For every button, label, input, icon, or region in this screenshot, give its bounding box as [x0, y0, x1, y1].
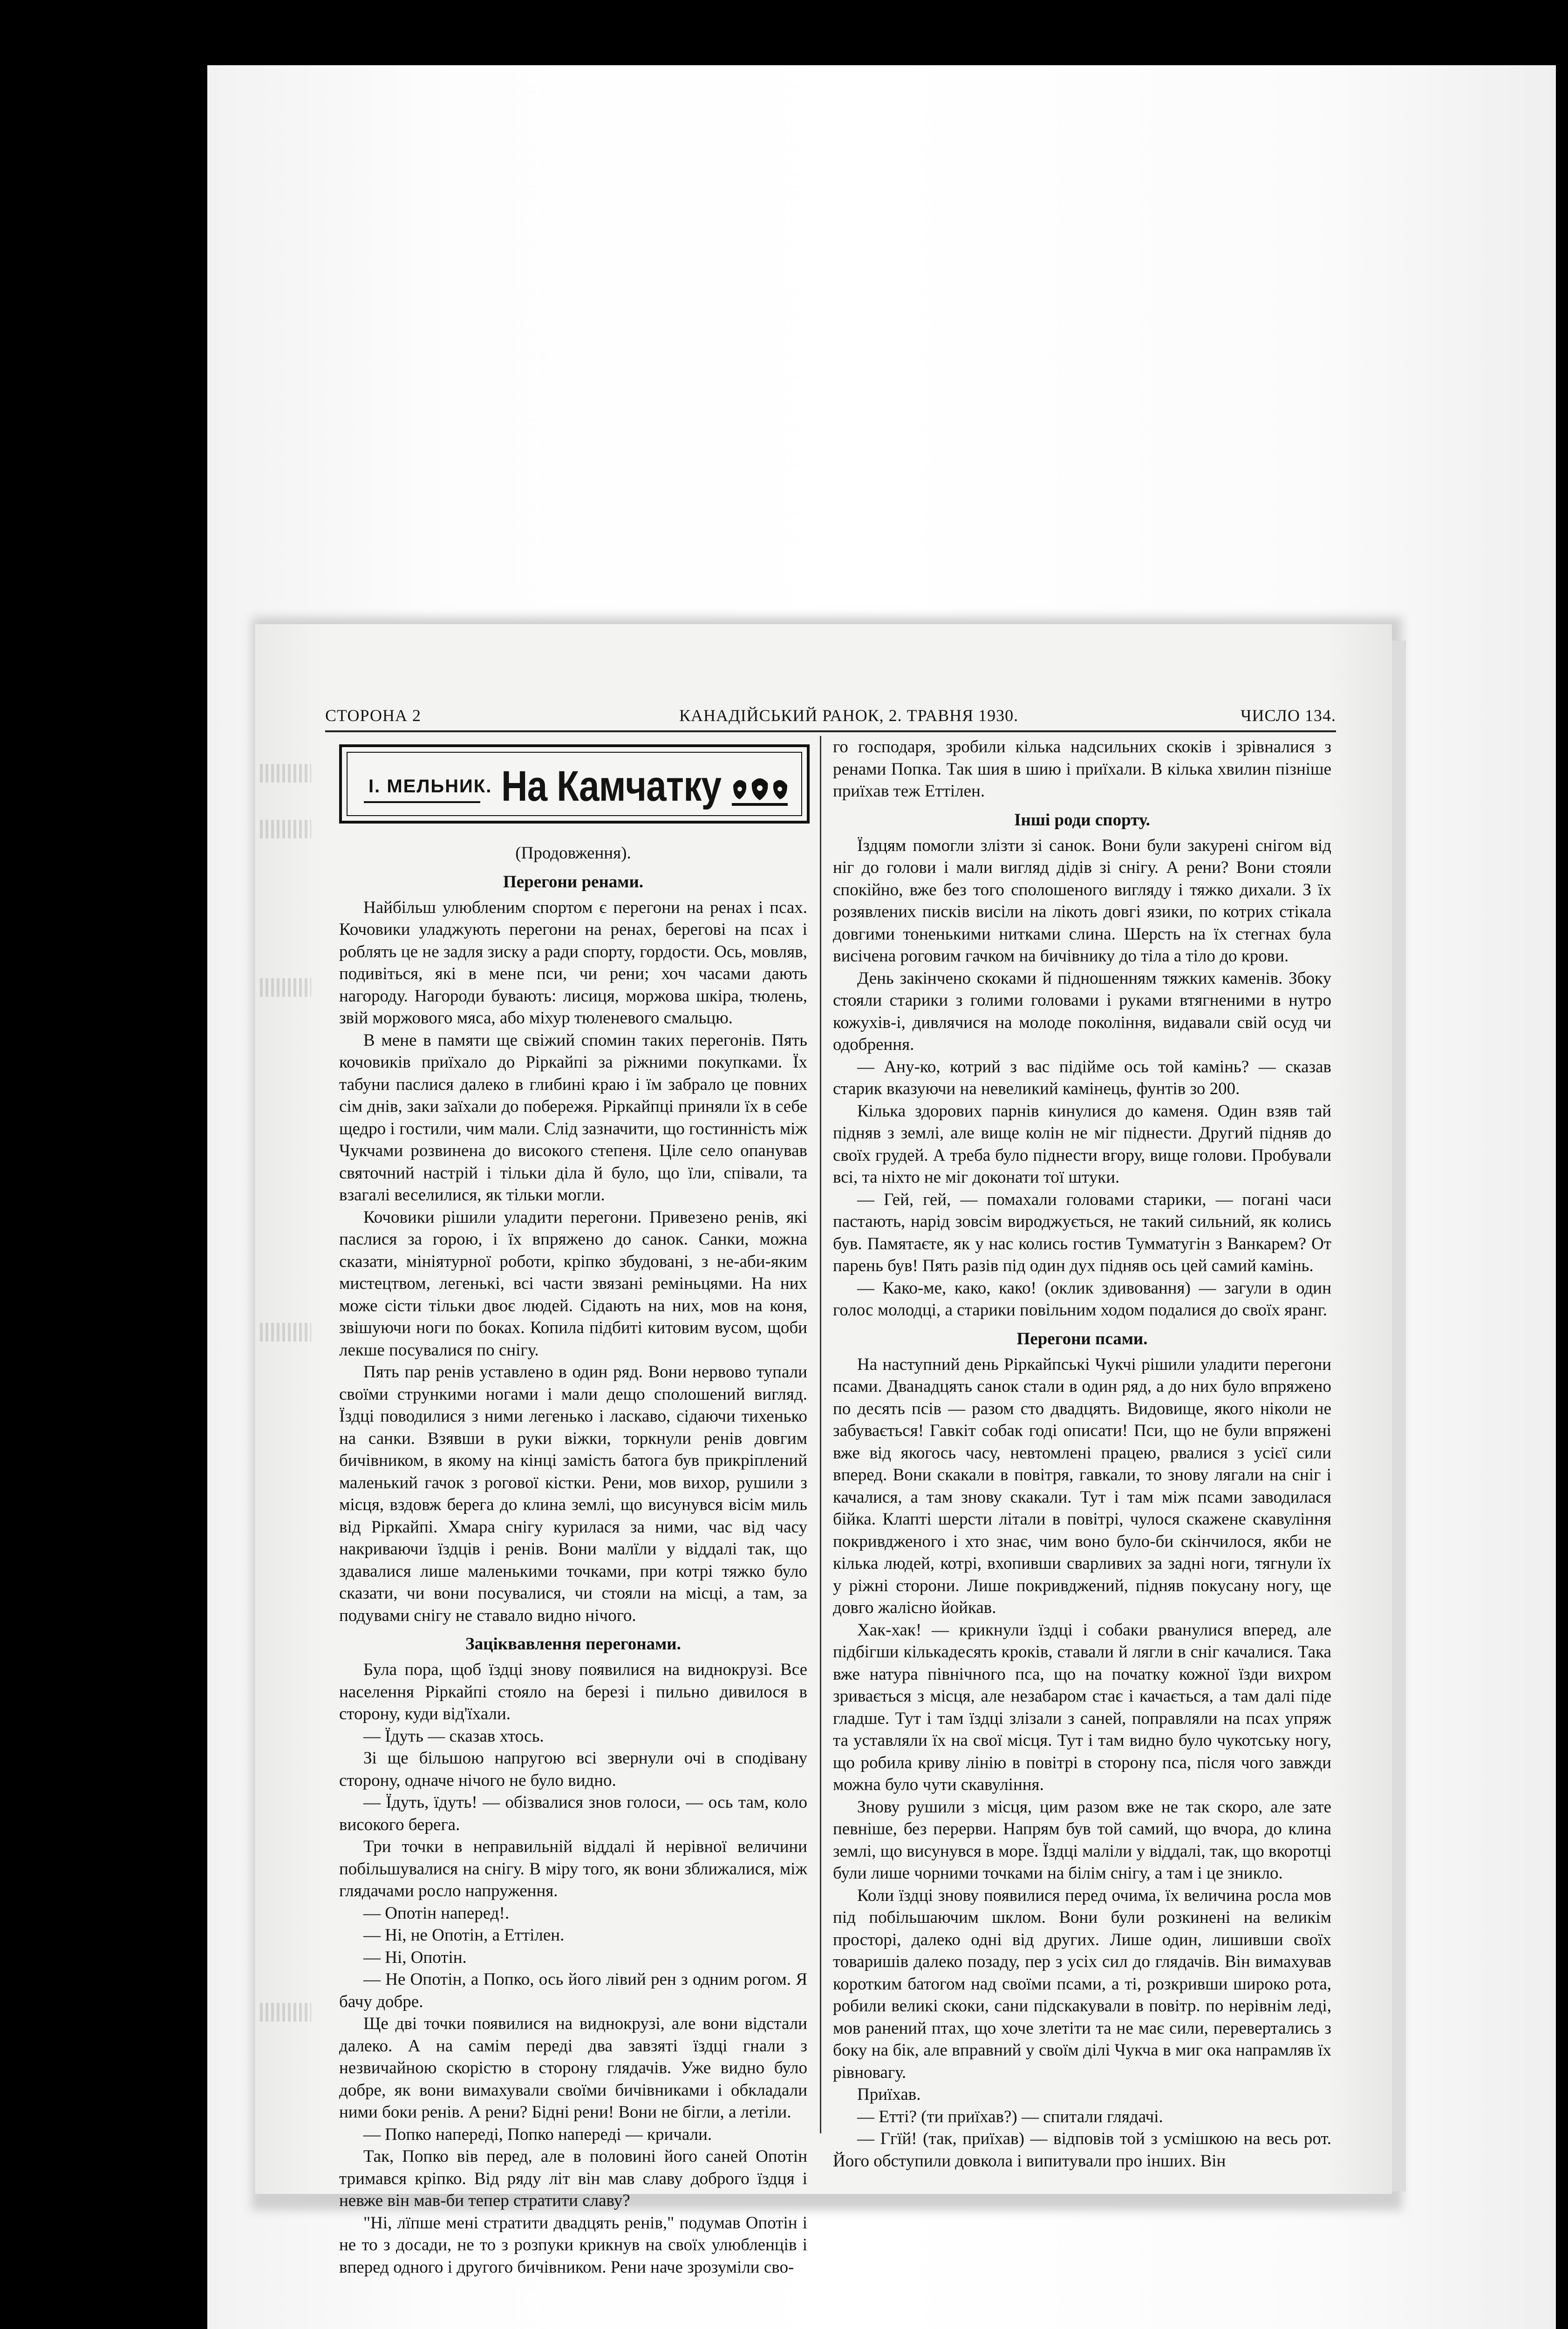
author-underline: [364, 801, 480, 803]
bleed-through-mark: [260, 2003, 311, 2022]
article-paragraph: — Етті? (ти приїхав?) — спитали глядачі.: [857, 2107, 1163, 2126]
article-author: І. МЕЛЬНИК.: [368, 776, 492, 797]
article-title: На Камчатку: [501, 763, 722, 810]
bleed-through-mark: [260, 1323, 311, 1342]
column-divider: [820, 736, 821, 2133]
page-number: СТОРОНА 2: [325, 706, 421, 725]
article-paragraph: Хак-хак! — крикнули їздці і собаки рванулися вперед, але підбігши кількадесять кроків, ставали й лягли в сніг качалися. Така вже натура північного пса, що на початку кожної їзди вихром зривається з місця, але незабаром стає і качається, а там далі піде гладше. Тут і там їздці злізали з саней, поправляли на псах упряж та уставляли їх на свої місця. Тут і там видно було чукотську ногу, що робила криву лінію в повітрі в сторону пса, після чого завжди можна було чути скавуління.: [833, 1620, 1331, 1794]
ornament-icon: [729, 771, 790, 813]
article-paragraph: "Ні, лїпше мені стратити двадцять ренів," подумав Опотін і не то з досади, не то з розпуки крикнув на своїх улюбленців і вперед одного і другого бичівником. Рени наче зрозуміли сво-: [339, 2213, 807, 2277]
article-paragraph: — Їдуть — сказав хтось.: [363, 1726, 544, 1746]
article-paragraph: Так, Попко вів перед, але в половині його саней Опотін тримався кріпко. Від ряду літ він мав славу доброго їздця і невже він мав-би тепер стратити славу?: [339, 2147, 807, 2210]
article-paragraph: Приїхав.: [857, 2085, 921, 2104]
issue-number: ЧИСЛО 134.: [1241, 706, 1336, 725]
article-right-column: [833, 736, 1331, 2172]
article-paragraph: — Опотін наперед!.: [363, 1903, 510, 1923]
article-paragraph: — Ні, не Опотін, а Еттілен.: [363, 1926, 565, 1945]
section-heading: Інші роди спорту.: [1014, 810, 1150, 830]
article-paragraph: Кілька здорових парнів кинулися до каменя. Один взяв тай підняв з землі, але вище колін не міг піднести. Другий підняв до своїх грудей. А треба було піднести вгору, вище голови. Пробували всі, та ніхто не міг доконати тої штуки.: [833, 1101, 1331, 1187]
article-paragraph: Коли їздці знову появилися перед очима, їх величина росла мов під побільшаючим шклом. Вони були розкинені на великім просторі, далеко одні від других. Лише один, лишивши своїх товаришів далеко позаду, пер з усіх сил до глядачів. Він вимахував коротким батогом над своїми псами, а ті, розкривши широко рота, робили великі скоки, сани підскакували в повітр. по нерівнім леді, мов ранений птах, що хоче злетіти та не має сили, перевертались з боку на бік, але вправний у своїм ділі Чукча в миг ока напрамляв їх рівновагу.: [833, 1886, 1331, 2082]
article-left-column: [339, 838, 807, 2278]
article-paragraph: — Ні, Опотін.: [363, 1948, 467, 1967]
article-title-box: [339, 744, 810, 824]
page-header: [325, 703, 1336, 728]
article-paragraph: Їздцям помогли злізти зі санок. Вони були закурені снігом від ніг до голови і мали вигляд дідів зі снігу. А рени? Вони стояли спокійно, вже без того сполошеного вигляду і тяжко дихали. З їх розявлених писків висіли на лікоть довгі язики, по котрих стікала довгими тоненькими нитками слина. Шерсть на їх стегнах була висічена роговим гачком на бичівнику до тіла а тіло до крови.: [833, 836, 1331, 966]
header-rule: [325, 730, 1336, 732]
section-heading: Перегони ренами.: [503, 872, 644, 892]
article-paragraph: — Попко напереді, Попко напереді — кричали.: [363, 2125, 712, 2144]
article-paragraph: Пять пар ренів уставлено в один ряд. Вони нервово тупали своїми стрункими ногами і мали дещо сполошений вигляд. Їздці поводилися з ними легенько і ласкаво, сідаючи тихенько на санки. Взявши в руки віжки, торкнули ренів довгим бичівником, в якому на кінці замість батога був прикріплений маленький гачок з рогової кістки. Рени, мов вихор, рушили з місця, вздовж берега до клина землі, що висунувся вісім миль від Ріркайпі. Хмара снігу курилася за ними, час від часу накриваючи їздців і ренів. Вони малїли у віддалі так, що здавалися лише маленькими точками, при котрі тяжко було сказати, чи вони посувалися, чи стояли на місці, а там, за подувами снігу не ставало видно нічого.: [339, 1362, 807, 1625]
article-paragraph: Три точки в неправильній віддалі й нерівної величини побільшувалися на снігу. В міру того, як вони зближалися, між глядачами росло напруження.: [339, 1837, 807, 1900]
section-heading: Перегони псами.: [1016, 1329, 1148, 1348]
article-paragraph: — Не Опотін, а Попко, ось його лівий рен з одним рогом. Я бачу добре.: [339, 1970, 807, 2011]
article-paragraph: — Ану-ко, котрий з вас підійме ось той камінь? — сказав старик вказуючи на невеликий камінець, фунтів зо 200.: [833, 1057, 1331, 1098]
article-paragraph: Була пора, щоб їздці знову появилися на виднокрузі. Все населення Ріркайпі стояло на березі і пильно дивилося в сторону, куди від'їхали.: [339, 1660, 807, 1723]
newspaper-name: КАНАДІЙСЬКИЙ РАНОК,: [679, 706, 884, 725]
section-heading: Заціквавлення перегонами.: [465, 1634, 681, 1654]
title-box-inner-frame: [347, 752, 802, 816]
article-paragraph: День закінчено скоками й підношенням тяжких каменів. Збоку стояли старики з голими головами і руками втягненими в нутро кожухів-і, дивлячися на молоде покоління, видавали свій осуд чи одобрення.: [833, 968, 1331, 1054]
article-paragraph: — Ггїй! (так, приїхав) — відповів той з усмішкою на весь рот. Його обступили довкола і випитували про інших. Він: [833, 2129, 1331, 2171]
bleed-through-mark: [260, 978, 311, 997]
article-paragraph: На наступний день Ріркайпські Чукчі рішили уладити перегони псами. Дванадцять санок стали в один ряд, а до них було впряжено по десять псів — разом сто двадцять. Видовище, якого ніколи не забувається! Гавкіт собак годі описати! Пси, що не були впряжені вже від якогось часу, невтомлені працею, рвалися з усієї сили вперед. Вони скакали в повітря, гавкали, то знову лягали на сніг і качалися, а там знову скакали. Тут і там між псами заводилася бійка. Клапті шерсти літали в повітрі, чулося скажене скавуління покривдженого і хто знає, чим воно було-би скінчилося, якби не кілька людей, котрі, вхопивши сварливих за задні ноги, тягнули їх у ріжні сторони. Лише покривджений, підняв покусану ногу, ще довго жалісно йойкав.: [833, 1355, 1331, 1617]
bleed-through-mark: [260, 764, 311, 783]
masthead-date: [679, 703, 1018, 728]
article-paragraph: Найбільш улюбленим спортом є перегони на ренах і псах. Кочовики уладжують перегони на ренах, берегові на псах і роблять це не задля зиску а ради спорту, гордости. Ось, мовляв, подивіться, які в мене пси, чи рени; хоч часами дають нагороду. Нагороди бувають: лисиця, моржова шкіра, тюлень, звій моржового мяса, або міхур тюленевого смальцю.: [339, 898, 807, 1028]
article-paragraph: В мене в памяти ще свіжий спомин таких перегонів. Пять кочовиків приїхало до Ріркайпі за ріжними покупками. Їх табуни паслися далеко в глибині краю і їм забрало це повних сім днів, заки заїхали до побережя. Ріркайпці приняли їх в себе щедро і гостили, чим мали. Слід зазначити, що гостинність між Чукчами розвинена до високого степеня. Ціле село опанував святочний настрій і тільки діла й було, що їли, співали, та взагалі веселилися, як тільки могли.: [339, 1030, 807, 1205]
page-edge: [1392, 640, 1406, 2192]
article-paragraph: — Како-ме, како, како! (оклик здивовання) — загули в один голос молодці, а старики повільним ходом подалися до своїх яранг.: [833, 1278, 1331, 1320]
article-paragraph: Зі ще більшою напругою всі звернули очі в сподівану сторону, одначе нічого не було видно.: [339, 1749, 807, 1790]
article-paragraph: Кочовики рішили уладити перегони. Привезено ренів, які паслися за горою, і їх впряжено до санок. Санки, можна сказати, мініятурної роботи, кріпко збудовані, з не-аби-яким мистецтвом, легенькі, всі части звязані реміньцями. На них може сісти тільки двоє людей. Сідають на них, мов на коня, звішуючи ноги по боках. Копила підбиті китовим вусом, щоби лекше посувалися по снігу.: [339, 1207, 807, 1360]
continuation-note: (Продовження).: [515, 844, 631, 863]
article-paragraph: го господаря, зробили кілька надсильних скоків і зрівналися з ренами Попка. Так шия в шию і приїхали. В кілька хвилин пізніше приїхав теж Еттілен.: [833, 737, 1331, 801]
newspaper-page: [255, 624, 1392, 2277]
bleed-through-mark: [260, 820, 311, 838]
article-paragraph: — Їдуть, їдуть! — обізвалися знов голоси, — ось там, коло високого берега.: [339, 1793, 807, 1834]
issue-date: 2. ТРАВНЯ 1930.: [888, 706, 1019, 725]
article-paragraph: Знову рушили з місця, цим разом вже не так скоро, але зате певніше, без перерви. Напрям був той самий, що вчора, до клина землі, що висунувся в море. Їздці маліли у віддалі, так, що вкоротці були лише чорними точками на білім снігу, а там і це зникло.: [833, 1797, 1331, 1883]
article-paragraph: Ще дві точки появилися на виднокрузі, але вони відстали далеко. А на самім переді два завзяті їздці гнали з незвичайною скорістю в сторону глядачів. Уже видно було добре, як вони вимахували своїми бичівниками і обкладали ними боки ренів. А рени? Бідні рени! Вони не бігли, а летіли.: [339, 2014, 807, 2122]
article-paragraph: — Гей, гей, — помахали головами старики, — погані часи пастають, нарід зовсім вироджується, не такий сильний, як колись був. Памятаєте, як у нас колись гостив Тумматугін з Ванкарем? От парень був! Пять разів під один дух підняв ось цей самий камінь.: [833, 1190, 1331, 1275]
